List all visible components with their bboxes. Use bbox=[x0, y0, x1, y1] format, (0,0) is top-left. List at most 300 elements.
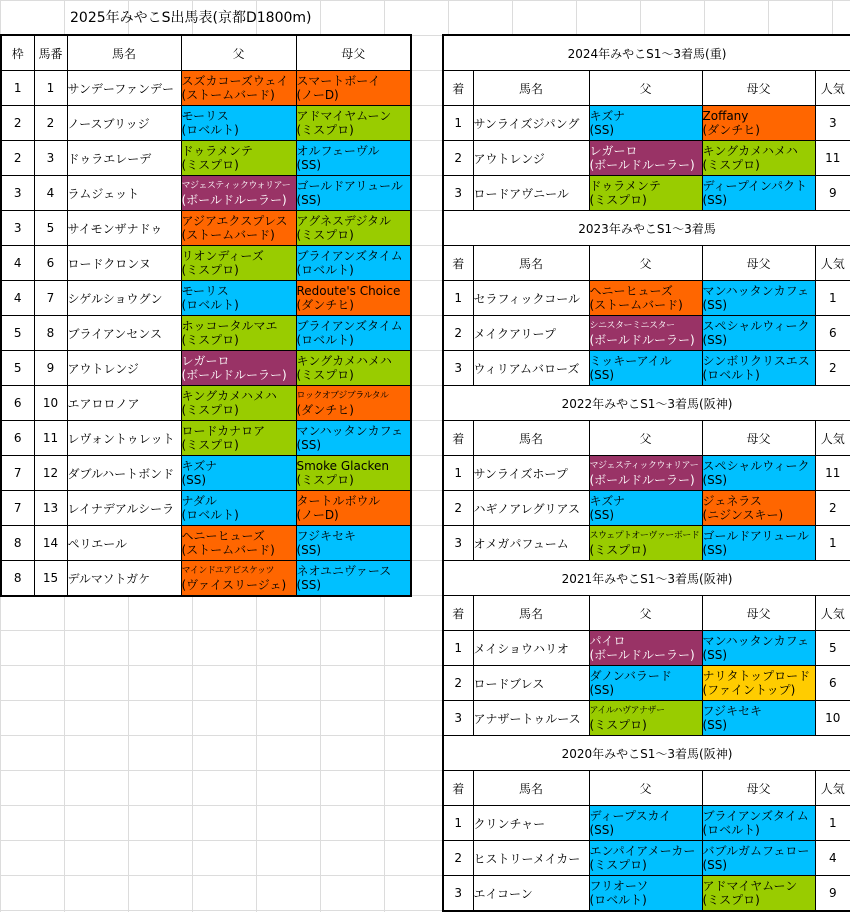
horse-name-cell: セラフィックコール bbox=[473, 281, 589, 316]
bms-cell bbox=[296, 316, 411, 351]
rank-header: 着 bbox=[443, 246, 473, 281]
bms-lineage: (ファイントップ) bbox=[702, 683, 796, 697]
sire-header: 父 bbox=[589, 421, 702, 456]
entries-table bbox=[0, 34, 412, 597]
entry-row bbox=[1, 106, 411, 141]
sire-cell bbox=[589, 841, 702, 876]
sire-lineage: (ボールドルーラー) bbox=[589, 333, 695, 347]
sire-name: ダノンバラード bbox=[589, 669, 672, 683]
sire-lineage: (ストームバード) bbox=[589, 298, 683, 312]
popularity-cell: 10 bbox=[815, 701, 850, 736]
sire-lineage: (SS) bbox=[589, 683, 615, 697]
sire-name: シニスターミニスター bbox=[589, 321, 675, 331]
horse-name-cell: メイショウハリオ bbox=[473, 631, 589, 666]
entry-row bbox=[1, 456, 411, 491]
sire-lineage: (ボールドルーラー) bbox=[589, 158, 695, 172]
sire-cell bbox=[181, 106, 296, 141]
rank-cell: 2 bbox=[443, 666, 473, 701]
sire-cell bbox=[589, 351, 702, 386]
sire-name: フリオーソ bbox=[589, 879, 649, 893]
sire-lineage: (SS) bbox=[589, 508, 615, 522]
bms-header: 母父 bbox=[702, 71, 815, 106]
rank-cell: 3 bbox=[443, 351, 473, 386]
rank-cell: 3 bbox=[443, 876, 473, 912]
waku-cell: 7 bbox=[1, 491, 34, 526]
sire-lineage: (ミスプロ) bbox=[589, 543, 647, 557]
sire-cell bbox=[589, 806, 702, 841]
bms-lineage: (ミスプロ) bbox=[702, 158, 760, 172]
waku-header: 枠 bbox=[1, 35, 34, 71]
sire-cell bbox=[181, 71, 296, 106]
bms-header: 母父 bbox=[296, 35, 411, 71]
bms-lineage: (ミスプロ) bbox=[296, 228, 354, 242]
horse-name-cell: サンライズホープ bbox=[473, 456, 589, 491]
popularity-cell: 11 bbox=[815, 456, 850, 491]
bms-name: スマートボーイ bbox=[296, 74, 381, 88]
bms-name: バブルガムフェロー bbox=[702, 844, 810, 858]
result-row bbox=[443, 351, 850, 386]
horse-name-cell: エイコーン bbox=[473, 876, 589, 912]
bms-cell bbox=[296, 211, 411, 246]
sire-lineage: (ミスプロ) bbox=[181, 263, 239, 277]
bms-name: ブライアンズタイム bbox=[702, 809, 809, 823]
sire-lineage: (SS) bbox=[589, 123, 615, 137]
umaban-cell: 8 bbox=[34, 316, 67, 351]
horse-name-cell: ロードクロンヌ bbox=[67, 246, 181, 281]
umaban-cell: 2 bbox=[34, 106, 67, 141]
waku-cell: 7 bbox=[1, 456, 34, 491]
sire-name: マジェスティックウォリアー bbox=[181, 181, 291, 191]
race-title-row bbox=[443, 386, 850, 421]
entry-row bbox=[1, 421, 411, 456]
result-row bbox=[443, 176, 850, 211]
sire-name: マインドユアビスケッツ bbox=[181, 566, 275, 576]
sire-name: ドゥラメンテ bbox=[589, 179, 661, 193]
horse-name-cell: ロードブレス bbox=[473, 666, 589, 701]
horse-name-cell: ハギノアレグリアス bbox=[473, 491, 589, 526]
sire-name: レガーロ bbox=[181, 354, 230, 368]
waku-cell: 2 bbox=[1, 141, 34, 176]
bms-lineage: (SS) bbox=[702, 193, 728, 207]
sire-lineage: (ロベルト) bbox=[181, 508, 239, 522]
bms-header: 母父 bbox=[702, 771, 815, 806]
entry-row bbox=[1, 141, 411, 176]
bms-cell bbox=[296, 176, 411, 211]
result-row bbox=[443, 106, 850, 141]
bms-lineage: (SS) bbox=[296, 543, 322, 557]
sire-name: ドゥラメンテ bbox=[181, 144, 253, 158]
sire-cell bbox=[589, 701, 702, 736]
sire-cell bbox=[589, 526, 702, 561]
umaban-cell: 11 bbox=[34, 421, 67, 456]
bms-cell bbox=[702, 176, 815, 211]
result-row bbox=[443, 316, 850, 351]
result-row bbox=[443, 526, 850, 561]
bms-lineage: (ニジンスキー) bbox=[702, 508, 784, 522]
umaban-cell: 7 bbox=[34, 281, 67, 316]
umaban-cell: 3 bbox=[34, 141, 67, 176]
bms-name: タートルボウル bbox=[296, 494, 381, 508]
bms-cell bbox=[296, 456, 411, 491]
bms-name: マンハッタンカフェ bbox=[702, 634, 810, 648]
bms-name: シンボリクリスエス bbox=[702, 354, 810, 368]
popularity-header: 人気 bbox=[815, 246, 850, 281]
entries-header-row bbox=[1, 35, 411, 71]
result-row bbox=[443, 141, 850, 176]
bms-header: 母父 bbox=[702, 596, 815, 631]
bms-name: Redoute's Choice bbox=[296, 284, 401, 298]
waku-cell: 5 bbox=[1, 351, 34, 386]
popularity-cell: 9 bbox=[815, 176, 850, 211]
horse-name-cell: エアロロノア bbox=[67, 386, 181, 421]
past-header-row bbox=[443, 421, 850, 456]
bms-lineage: (SS) bbox=[702, 718, 728, 732]
sire-name: キズナ bbox=[181, 459, 218, 473]
sire-lineage: (ボールドルーラー) bbox=[181, 368, 287, 382]
bms-cell bbox=[296, 526, 411, 561]
entry-row bbox=[1, 71, 411, 106]
sire-name: リオンディーズ bbox=[181, 249, 264, 263]
rank-cell: 3 bbox=[443, 701, 473, 736]
sire-cell bbox=[181, 351, 296, 386]
waku-cell: 5 bbox=[1, 316, 34, 351]
sire-cell bbox=[181, 246, 296, 281]
result-row bbox=[443, 631, 850, 666]
sire-lineage: (ロベルト) bbox=[181, 298, 239, 312]
horse-name-header: 馬名 bbox=[473, 71, 589, 106]
horse-name-cell: デルマソトガケ bbox=[67, 561, 181, 597]
sire-name: エンパイアメーカー bbox=[589, 844, 696, 858]
sire-cell bbox=[181, 141, 296, 176]
bms-cell bbox=[702, 841, 815, 876]
rank-cell: 2 bbox=[443, 491, 473, 526]
result-row bbox=[443, 876, 850, 912]
sire-header: 父 bbox=[181, 35, 296, 71]
rank-cell: 1 bbox=[443, 631, 473, 666]
entry-row bbox=[1, 316, 411, 351]
horse-name-cell: クリンチャー bbox=[473, 806, 589, 841]
entry-row bbox=[1, 246, 411, 281]
bms-cell bbox=[296, 561, 411, 597]
sire-lineage: (SS) bbox=[589, 368, 615, 382]
bms-cell bbox=[702, 631, 815, 666]
horse-name-header: 馬名 bbox=[473, 596, 589, 631]
waku-cell: 3 bbox=[1, 211, 34, 246]
popularity-header: 人気 bbox=[815, 421, 850, 456]
bms-name: マンハッタンカフェ bbox=[702, 284, 810, 298]
sire-lineage: (ミスプロ) bbox=[589, 718, 647, 732]
horse-name-cell: アナザートゥルース bbox=[473, 701, 589, 736]
sire-cell bbox=[589, 316, 702, 351]
umaban-cell: 14 bbox=[34, 526, 67, 561]
bms-lineage: (ロベルト) bbox=[296, 333, 354, 347]
bms-name: Zoffany bbox=[702, 109, 749, 123]
sire-cell bbox=[589, 141, 702, 176]
sire-lineage: (ロベルト) bbox=[181, 123, 239, 137]
horse-name-cell: ロードアヴニール bbox=[473, 176, 589, 211]
bms-lineage: (ロベルト) bbox=[702, 823, 760, 837]
bms-cell bbox=[296, 421, 411, 456]
sire-lineage: (ボールドルーラー) bbox=[181, 193, 287, 207]
rank-cell: 3 bbox=[443, 176, 473, 211]
horse-name-cell: シゲルショウグン bbox=[67, 281, 181, 316]
sire-cell bbox=[181, 176, 296, 211]
race-title-row bbox=[443, 211, 850, 246]
bms-cell bbox=[296, 281, 411, 316]
race-title: 2024年みやこS1～3着馬(重) bbox=[443, 35, 850, 71]
popularity-cell: 3 bbox=[815, 106, 850, 141]
sire-lineage: (ストームバード) bbox=[181, 88, 275, 102]
bms-name: キングカメハメハ bbox=[296, 354, 392, 368]
result-row bbox=[443, 281, 850, 316]
sire-name: ヘニーヒューズ bbox=[181, 529, 265, 543]
bms-lineage: (ミスプロ) bbox=[702, 893, 760, 907]
sire-name: ホッコータルマエ bbox=[181, 319, 278, 333]
waku-cell: 8 bbox=[1, 526, 34, 561]
popularity-header: 人気 bbox=[815, 71, 850, 106]
sire-cell bbox=[589, 456, 702, 491]
umaban-cell: 1 bbox=[34, 71, 67, 106]
sire-header: 父 bbox=[589, 246, 702, 281]
result-row bbox=[443, 456, 850, 491]
rank-cell: 3 bbox=[443, 526, 473, 561]
bms-lineage: (SS) bbox=[296, 158, 322, 172]
bms-lineage: (SS) bbox=[296, 578, 322, 592]
bms-lineage: (SS) bbox=[702, 858, 728, 872]
sire-cell bbox=[589, 631, 702, 666]
past-header-row bbox=[443, 596, 850, 631]
rank-header: 着 bbox=[443, 771, 473, 806]
result-row bbox=[443, 491, 850, 526]
bms-lineage: (ミスプロ) bbox=[296, 473, 354, 487]
race-title-row bbox=[443, 35, 850, 71]
rank-header: 着 bbox=[443, 421, 473, 456]
page-title: 2025年みやこS出馬表(京都D1800m) bbox=[70, 10, 312, 26]
bms-name: ゴールドアリュール bbox=[702, 529, 809, 543]
waku-cell: 6 bbox=[1, 421, 34, 456]
rank-cell: 1 bbox=[443, 456, 473, 491]
popularity-cell: 9 bbox=[815, 876, 850, 912]
bms-header: 母父 bbox=[702, 246, 815, 281]
sire-cell bbox=[589, 281, 702, 316]
umaban-header: 馬番 bbox=[34, 35, 67, 71]
bms-name: ブライアンズタイム bbox=[296, 249, 403, 263]
bms-lineage: (ダンチヒ) bbox=[702, 123, 760, 137]
popularity-cell: 1 bbox=[815, 281, 850, 316]
sire-lineage: (ストームバード) bbox=[181, 543, 275, 557]
sire-cell bbox=[181, 526, 296, 561]
popularity-header: 人気 bbox=[815, 771, 850, 806]
sire-name: マジェスティックウォリアー bbox=[589, 461, 699, 471]
sire-name: スウェプトオーヴァーボード bbox=[589, 531, 700, 541]
bms-cell bbox=[702, 106, 815, 141]
horse-name-header: 馬名 bbox=[473, 246, 589, 281]
bms-lineage: (SS) bbox=[702, 298, 728, 312]
bms-cell bbox=[702, 456, 815, 491]
entry-row bbox=[1, 526, 411, 561]
past-header-row bbox=[443, 771, 850, 806]
sire-header: 父 bbox=[589, 596, 702, 631]
sire-lineage: (ミスプロ) bbox=[181, 158, 239, 172]
horse-name-cell: サイモンザナドゥ bbox=[67, 211, 181, 246]
popularity-cell: 2 bbox=[815, 351, 850, 386]
sire-name: レガーロ bbox=[589, 144, 638, 158]
bms-name: アグネスデジタル bbox=[296, 214, 392, 228]
sire-cell bbox=[181, 211, 296, 246]
sire-name: スズカコーズウェイ bbox=[181, 74, 289, 88]
bms-lineage: (SS) bbox=[702, 543, 728, 557]
sire-cell bbox=[181, 386, 296, 421]
sire-lineage: (SS) bbox=[181, 473, 207, 487]
horse-name-header: 馬名 bbox=[473, 421, 589, 456]
sire-name: アジアエクスプレス bbox=[181, 214, 288, 228]
umaban-cell: 10 bbox=[34, 386, 67, 421]
sire-cell bbox=[589, 876, 702, 912]
umaban-cell: 9 bbox=[34, 351, 67, 386]
rank-header: 着 bbox=[443, 596, 473, 631]
waku-cell: 8 bbox=[1, 561, 34, 597]
bms-cell bbox=[702, 806, 815, 841]
sire-header: 父 bbox=[589, 771, 702, 806]
bms-lineage: (SS) bbox=[702, 473, 728, 487]
horse-name-header: 馬名 bbox=[473, 771, 589, 806]
horse-name-cell: アウトレンジ bbox=[67, 351, 181, 386]
popularity-cell: 4 bbox=[815, 841, 850, 876]
race-title: 2023年みやこS1～3着馬 bbox=[443, 211, 850, 246]
rank-cell: 1 bbox=[443, 106, 473, 141]
popularity-cell: 2 bbox=[815, 491, 850, 526]
sire-name: ミッキーアイル bbox=[589, 354, 672, 368]
popularity-cell: 6 bbox=[815, 666, 850, 701]
entry-row bbox=[1, 386, 411, 421]
past-header-row bbox=[443, 71, 850, 106]
bms-cell bbox=[702, 316, 815, 351]
sire-cell bbox=[589, 106, 702, 141]
horse-name-header: 馬名 bbox=[67, 35, 181, 71]
sire-name: モーリス bbox=[181, 284, 229, 298]
bms-lineage: (SS) bbox=[702, 648, 728, 662]
bms-cell bbox=[296, 351, 411, 386]
waku-cell: 4 bbox=[1, 246, 34, 281]
popularity-header: 人気 bbox=[815, 596, 850, 631]
entry-row bbox=[1, 176, 411, 211]
horse-name-cell: ドゥラエレーデ bbox=[67, 141, 181, 176]
bms-cell bbox=[702, 491, 815, 526]
horse-name-cell: レヴォントゥレット bbox=[67, 421, 181, 456]
horse-name-cell: ブライアンセンス bbox=[67, 316, 181, 351]
horse-name-cell: ウィリアムバローズ bbox=[473, 351, 589, 386]
horse-name-cell: ノースブリッジ bbox=[67, 106, 181, 141]
waku-cell: 1 bbox=[1, 71, 34, 106]
rank-cell: 2 bbox=[443, 141, 473, 176]
bms-cell bbox=[702, 701, 815, 736]
bms-cell bbox=[702, 526, 815, 561]
sire-name: キズナ bbox=[589, 494, 626, 508]
bms-lineage: (SS) bbox=[296, 438, 322, 452]
sire-name: ナダル bbox=[181, 494, 217, 508]
race-title-row bbox=[443, 736, 850, 771]
popularity-cell: 1 bbox=[815, 526, 850, 561]
horse-name-cell: サンデーファンデー bbox=[67, 71, 181, 106]
bms-cell bbox=[702, 876, 815, 912]
sire-lineage: (ボールドルーラー) bbox=[589, 648, 695, 662]
bms-lineage: (ノーD) bbox=[296, 88, 339, 102]
horse-name-cell: ダブルハートボンド bbox=[67, 456, 181, 491]
sire-cell bbox=[181, 561, 296, 597]
sire-lineage: (ミスプロ) bbox=[589, 858, 647, 872]
result-row bbox=[443, 841, 850, 876]
sire-cell bbox=[181, 421, 296, 456]
race-title: 2020年みやこS1～3着馬(阪神) bbox=[443, 736, 850, 771]
bms-lineage: (ロベルト) bbox=[702, 368, 760, 382]
sire-name: ヘニーヒューズ bbox=[589, 284, 673, 298]
sire-lineage: (ミスプロ) bbox=[181, 403, 239, 417]
bms-name: フジキセキ bbox=[702, 704, 763, 718]
sire-lineage: (ストームバード) bbox=[181, 228, 275, 242]
race-title-row bbox=[443, 561, 850, 596]
sire-cell bbox=[181, 491, 296, 526]
waku-cell: 3 bbox=[1, 176, 34, 211]
sire-cell bbox=[181, 281, 296, 316]
rank-header: 着 bbox=[443, 71, 473, 106]
popularity-cell: 5 bbox=[815, 631, 850, 666]
umaban-cell: 5 bbox=[34, 211, 67, 246]
sire-name: キングカメハメハ bbox=[181, 389, 277, 403]
bms-cell bbox=[296, 71, 411, 106]
sire-header: 父 bbox=[589, 71, 702, 106]
sire-name: ロードカナロア bbox=[181, 424, 266, 438]
bms-cell bbox=[296, 106, 411, 141]
past-header-row bbox=[443, 246, 850, 281]
horse-name-cell: オメガパフューム bbox=[473, 526, 589, 561]
bms-cell bbox=[296, 246, 411, 281]
bms-name: フジキセキ bbox=[296, 529, 357, 543]
bms-name: ロックオブジブラルタル bbox=[296, 391, 389, 401]
bms-name: スペシャルウィーク bbox=[702, 459, 810, 473]
sire-name: パイロ bbox=[589, 634, 626, 648]
bms-cell bbox=[296, 491, 411, 526]
umaban-cell: 12 bbox=[34, 456, 67, 491]
bms-name: アドマイヤムーン bbox=[702, 879, 798, 893]
entry-row bbox=[1, 351, 411, 386]
horse-name-cell: ペリエール bbox=[67, 526, 181, 561]
sire-lineage: (SS) bbox=[589, 823, 615, 837]
bms-lineage: (ロベルト) bbox=[296, 263, 354, 277]
horse-name-cell: ラムジェット bbox=[67, 176, 181, 211]
result-row bbox=[443, 666, 850, 701]
horse-name-cell: サンライズジパング bbox=[473, 106, 589, 141]
entry-row bbox=[1, 491, 411, 526]
sire-name: キズナ bbox=[589, 109, 626, 123]
bms-lineage: (ノーD) bbox=[296, 508, 339, 522]
bms-cell bbox=[702, 666, 815, 701]
sire-name: ディープスカイ bbox=[589, 809, 672, 823]
popularity-cell: 11 bbox=[815, 141, 850, 176]
entry-row bbox=[1, 211, 411, 246]
entry-row bbox=[1, 281, 411, 316]
sire-cell bbox=[181, 316, 296, 351]
bms-name: ディープインパクト bbox=[702, 179, 808, 193]
rank-cell: 1 bbox=[443, 806, 473, 841]
sire-lineage: (ロベルト) bbox=[589, 893, 647, 907]
bms-lineage: (ミスプロ) bbox=[296, 368, 354, 382]
sire-lineage: (ミスプロ) bbox=[181, 438, 239, 452]
horse-name-cell: ヒストリーメイカー bbox=[473, 841, 589, 876]
sire-name: モーリス bbox=[181, 109, 229, 123]
bms-lineage: (SS) bbox=[296, 193, 322, 207]
horse-name-cell: メイクアリープ bbox=[473, 316, 589, 351]
popularity-cell: 1 bbox=[815, 806, 850, 841]
